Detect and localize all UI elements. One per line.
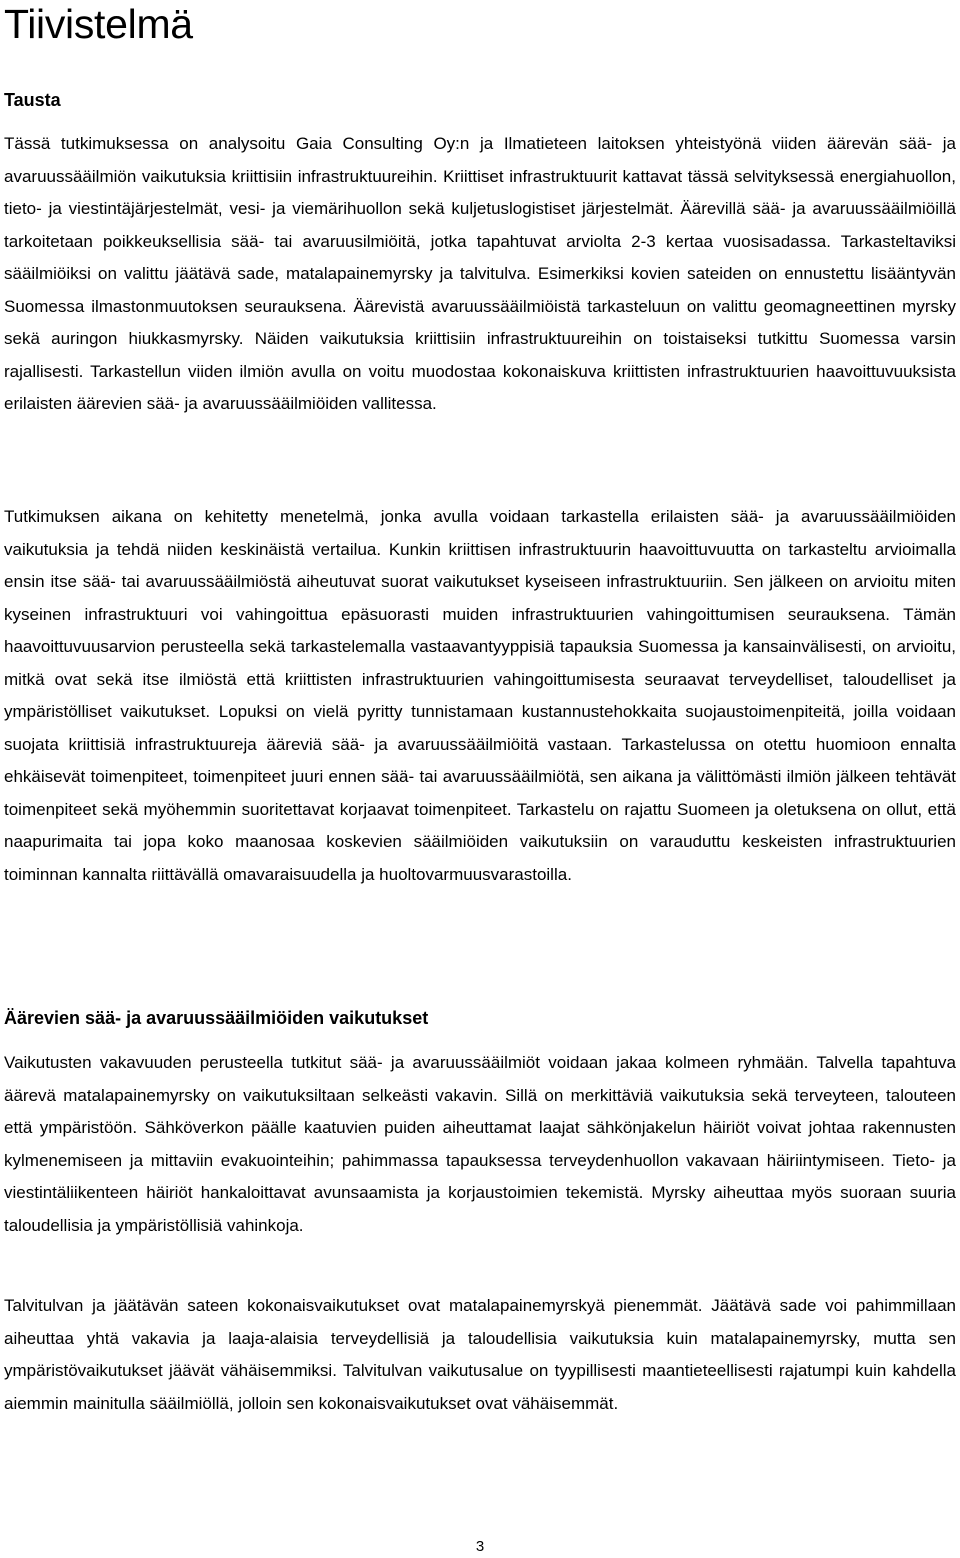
- paragraph: Vaikutusten vakavuuden perusteella tutkitut sää- ja avaruussääilmiöt voidaan jakaa kolmeen ryhmään. Talvella tapahtuva äärevä matalapainemyrsky on vaikutuksiltaan selkeästi vakavin. Sillä on merkittäviä vaikutuksia sekä terveyteen, talouteen että ympäristöön. Sähköverkon päälle kaatuvien puiden aiheuttamat laajat sähkönjakelun häiriöt voivat johtaa rakennusten kylmenemiseen ja mittaviin evakuointeihin; pahimmassa tapauksessa terveydenhuollon vakavaan häiriintymiseen. Tieto- ja viestintäliikenteen häiriöt hankaloittavat avunsaamista ja korjaustoimien tekemistä. Myrsky aiheuttaa myös suoraan suuria taloudellisia ja ympäristöllisiä vahinkoja.: [4, 1053, 956, 1235]
- paragraph: Talvitulvan ja jäätävän sateen kokonaisvaikutukset ovat matalapainemyrskyä pienemmät. Jäätävä sade voi pahimmillaan aiheuttaa yhtä vakavia ja laaja-alaisia terveydellisiä ja taloudellisia vaikutuksia kuin matalapainemyrsky, mutta sen ympäristövaikutukset jäävät vähäisemmiksi. Talvitulvan vaikutusalue on tyypillisesti maantieteellisesti rajatumpi kuin kahdella aiemmin mainitulla sääilmiöllä, jolloin sen kokonaisvaikutukset ovat vähäisemmät.: [4, 1296, 956, 1413]
- page-title: Tiivistelmä: [4, 1, 193, 47]
- paragraph: Tutkimuksen aikana on kehitetty menetelmä, jonka avulla voidaan tarkastella erilaisten sää- ja avaruussääilmiöiden vaikutuksia ja tehdä niiden keskinäistä vertailua. Kunkin kriittisen infrastruktuurin haavoittuvuutta on tarkasteltu arvioimalla ensin itse sää- tai avaruussääilmiöstä aiheutuvat suorat vaikutukset kyseiseen infrastruktuuriin. Sen jälkeen on arvioitu miten kyseinen infrastruktuuri voi vahingoittua epäsuorasti muiden infrastruktuurien vahingoittumisen seurauksena. Tämän haavoittuvuusarvion perusteella sekä tarkastelemalla vastaavantyyppisiä tapauksia Suomessa ja kansainvälisesti, on arvioitu, mitkä ovat sekä itse ilmiöstä että kriittisten infrastruktuurien vahingoittumisesta seuraavat terveydelliset, taloudelliset ja ympäristölliset vaikutukset. Lopuksi on vielä pyritty tunnistamaan kustannustehokkaita suojaustoimenpiteitä, joilla voidaan suojata kriittisiä infrastruktuureja ääreviä sää- ja avaruussääilmiöitä vastaan. Tarkastelussa on otettu huomioon ennalta ehkäisevät toimenpiteet, toimenpiteet juuri ennen sää- tai avaruussääilmiötä, sen aikana ja välittömästi ilmiön jälkeen tehtävät toimenpiteet sekä myöhemmin suoritettavat korjaavat toimenpiteet. Tarkastelu on rajattu Suomeen ja oletuksena on ollut, että naapurimaita tai jopa koko maanosaa koskevien sääilmiöiden vaikutuksiin on varauduttu keskeisten infrastruktuurien toiminnan kannalta riittävällä omavaraisuudella ja huoltovarmuusvarastoilla.: [4, 507, 956, 884]
- page-number: 3: [475, 1538, 485, 1555]
- section-heading-tausta: Tausta: [4, 90, 61, 110]
- paragraph: Tässä tutkimuksessa on analysoitu Gaia Consulting Oy:n ja Ilmatieteen laitoksen yhteistyönä viiden äärevän sää- ja avaruussääilmiön vaikutuksia kriittisiin infrastruktuureihin. Kriittiset infrastruktuurit kattavat tässä selvityksessä energiahuollon, tieto- ja viestintäjärjestelmät, vesi- ja viemärihuollon sekä kuljetuslogistiset järjestelmät. Äärevillä sää- ja avaruussääilmiöillä tarkoitetaan poikkeuksellisia sää- tai avaruusilmiöitä, jotka tapahtuvat arviolta 2-3 kertaa vuosisadassa. Tarkasteltaviksi sääilmiöiksi on valittu jäätävä sade, matalapainemyrsky ja talvitulva. Esimerkiksi kovien sateiden on ennustettu lisääntyvän Suomessa ilmastonmuutoksen seurauksena. Äärevistä avaruussääilmiöistä tarkasteluun on valittu geomagneettinen myrsky sekä auringon hiukkasmyrsky. Näiden vaikutuksia kriittisiin infrastruktuureihin on toistaiseksi tutkittu Suomessa varsin rajallisesti. Tarkastellun viiden ilmiön avulla on voitu muodostaa kokonaiskuva kriittisten infrastruktuurien haavoittuvuuksista erilaisten äärevien sää- ja avaruussääilmiöiden vallitessa.: [4, 134, 956, 413]
- section-heading-vaikutukset: Äärevien sää- ja avaruussääilmiöiden vaikutukset: [4, 1008, 429, 1028]
